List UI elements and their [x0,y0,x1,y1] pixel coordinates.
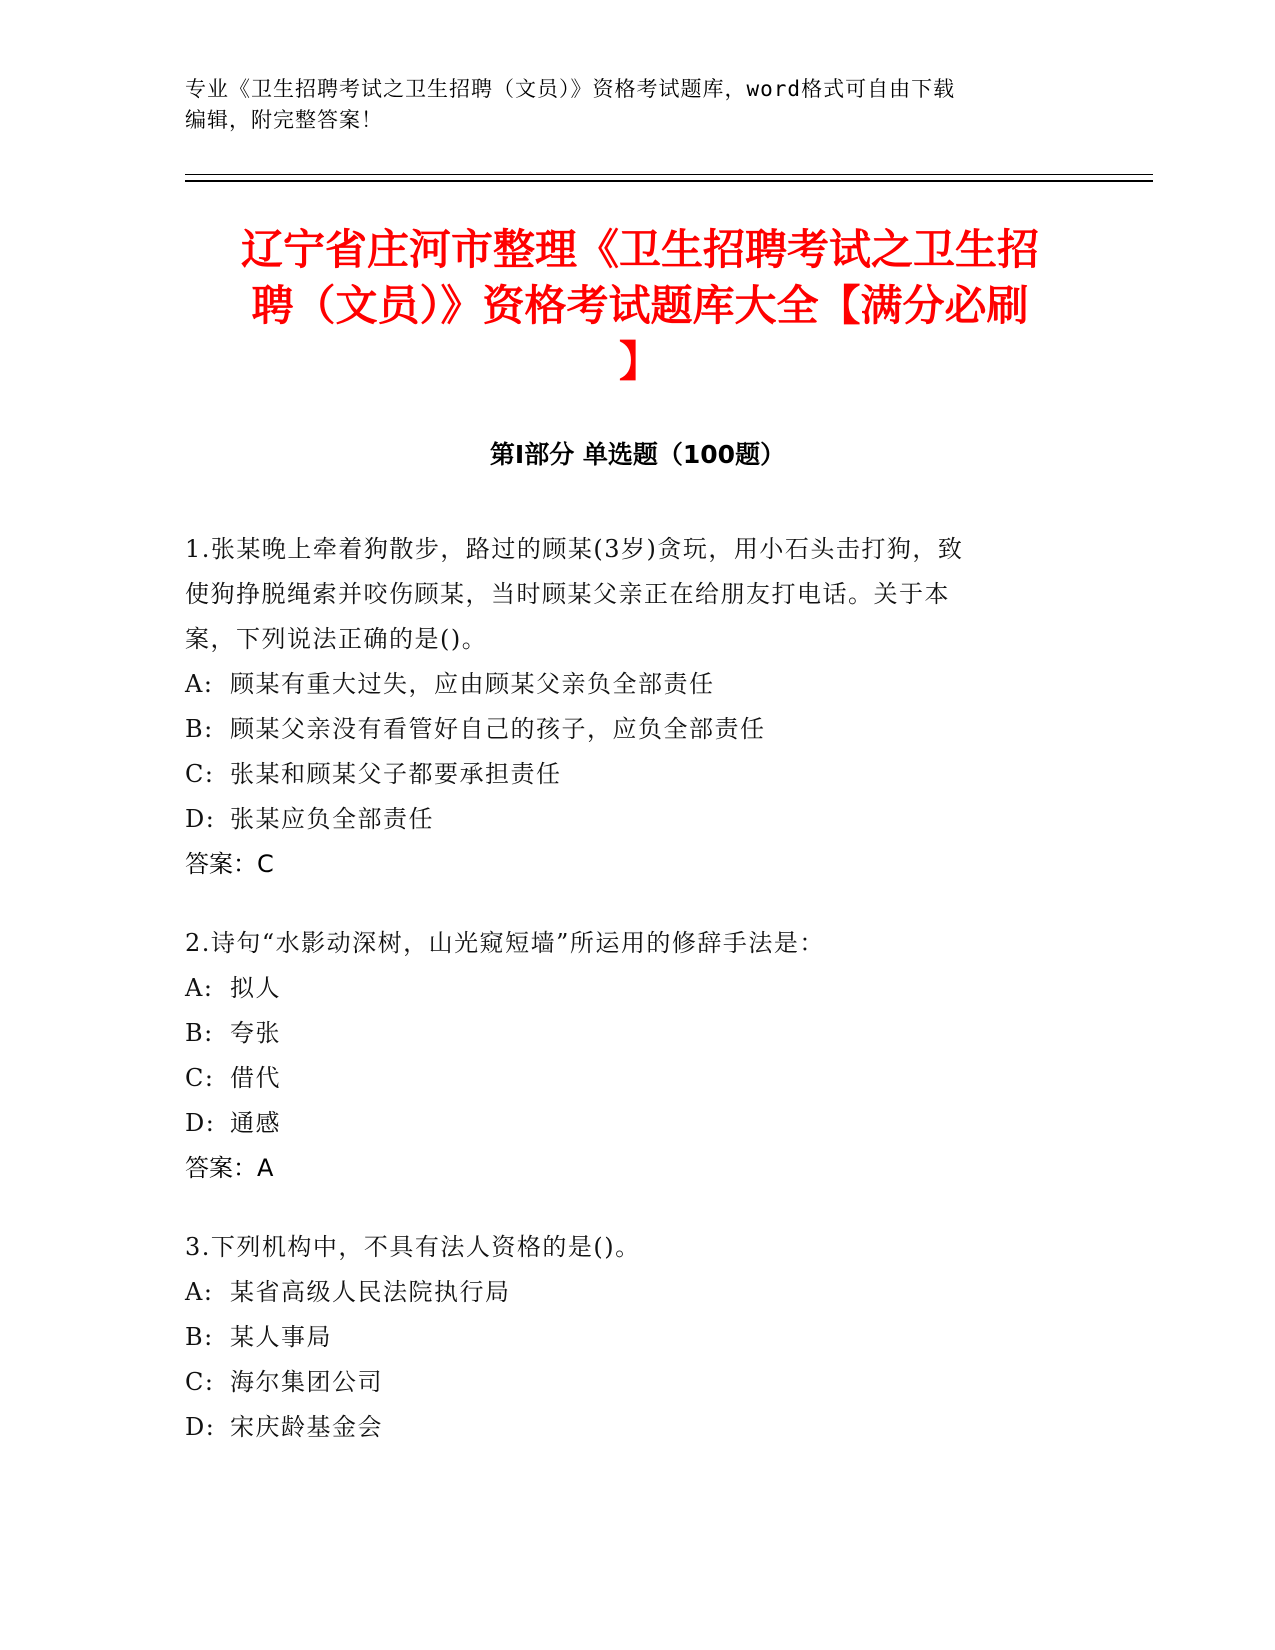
option-key: C: [185,760,215,788]
option-c [185,752,1085,797]
option-key: B: [185,1019,214,1047]
option-key: B: [185,715,214,743]
option-key: D: [185,1109,216,1137]
question-stem-line: 案，下列说法正确的是()。 [185,625,488,653]
option-key: A: [185,1278,214,1306]
section-heading: 第Ⅰ部分 单选题（100题） [489,440,786,469]
question-3 [185,1225,1085,1450]
option-text: 顾某父亲没有看管好自己的孩子，应负全部责任 [230,715,766,743]
option-b [185,1011,1085,1056]
option-key: C: [185,1368,215,1396]
question-stem-line: 2.诗句“水影动深树，山光窥短墙”所运用的修辞手法是： [185,929,825,957]
answer-line: 答案：A [185,1154,274,1182]
question-list [185,527,1085,1484]
option-text: 顾某有重大过失，应由顾某父亲负全部责任 [230,670,715,698]
option-text: 张某和顾某父子都要承担责任 [230,760,562,788]
option-text: 通感 [230,1109,281,1137]
option-d [185,1101,1085,1146]
document-title-line-2: 聘（文员）》资格考试题库大全【满分必刷 [251,281,1029,330]
question-2 [185,921,1085,1191]
header-divider-thick [185,180,1153,182]
option-text: 拟人 [230,974,281,1002]
option-key: A: [185,670,214,698]
option-text: 某省高级人民法院执行局 [230,1278,511,1306]
document-title [190,222,1090,390]
option-d [185,1405,1085,1450]
option-text: 张某应负全部责任 [230,805,434,833]
question-1 [185,527,1085,887]
option-a [185,1270,1085,1315]
document-title-line-3: 】 [618,337,661,386]
option-key: D: [185,1413,216,1441]
option-a [185,966,1085,1011]
answer-line: 答案：C [185,850,274,878]
document-title-line-1: 辽宁省庄河市整理《卫生招聘考试之卫生招 [240,225,1039,274]
option-a [185,662,1085,707]
header-note [185,74,1065,136]
option-key: D: [185,805,216,833]
option-key: A: [185,974,214,1002]
option-c [185,1360,1085,1405]
option-b [185,1315,1085,1360]
option-key: B: [185,1323,214,1351]
question-stem-line: 使狗挣脱绳索并咬伤顾某，当时顾某父亲正在给朋友打电话。关于本 [185,580,950,608]
question-stem-line: 3.下列机构中，不具有法人资格的是()。 [185,1233,641,1261]
option-text: 海尔集团公司 [230,1368,383,1396]
option-text: 某人事局 [230,1323,332,1351]
header-divider-thin [185,174,1153,175]
option-text: 夸张 [230,1019,281,1047]
option-c [185,1056,1085,1101]
option-d [185,797,1085,842]
header-note-line-1: 专业《卫生招聘考试之卫生招聘（文员）》资格考试题库，word格式可自由下载 [185,77,956,101]
header-note-line-2: 编辑，附完整答案！ [185,108,383,132]
option-key: C: [185,1064,215,1092]
question-stem-line: 1.张某晚上牵着狗散步，路过的顾某(3岁)贪玩，用小石头击打狗，致 [185,535,964,563]
option-text: 宋庆龄基金会 [230,1413,383,1441]
option-b [185,707,1085,752]
option-text: 借代 [230,1064,281,1092]
